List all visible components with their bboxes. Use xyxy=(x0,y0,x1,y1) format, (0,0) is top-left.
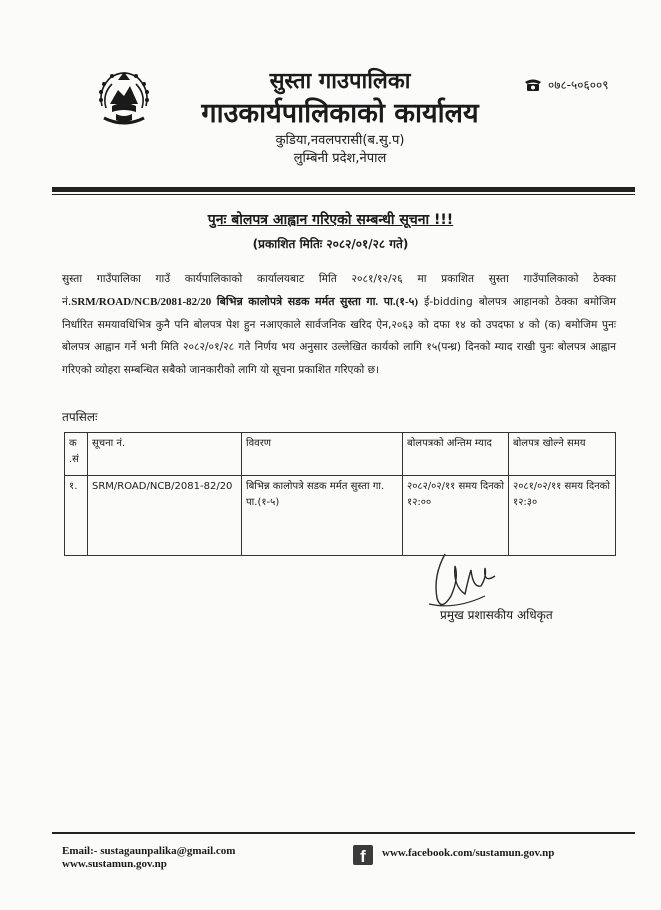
footer-facebook: www.facebook.com/sustamun.gov.np xyxy=(382,847,555,859)
notice-title xyxy=(0,210,661,229)
header-divider-thick xyxy=(52,187,635,192)
footer-email: Email:- sustagaunpalika@gmail.com xyxy=(62,845,236,857)
tender-work-name: बिभिन्न कालोपत्रे सडक मर्मत सुस्ता गा. पा.(१-५) xyxy=(211,295,418,308)
cell-opening-time: २०८१/०२/११ समय दिनको १२:३० xyxy=(509,476,616,556)
body-text-part2: ई-bidding बोलपत्र आहानको ठेक्का बमोजिम निर्धारित समयावधिभित्र कुनै पनि बोलपत्र पेश हुन नआएकाले सार्वजनिक खरिद ऐन,२०६३ को दफा १४ को उपदफा ४ को (क) बमोजिम पुनः बोलपत्र आह्वान गर्ने भनी मिति २०८२/०१/२८ गते निर्णय भय अनुसार उल्लेखित कार्यको लागि १५(पन्ध्र) दिनको म्याद राखी पुनः बोलपत्र आह्वान गरिएको व्योहरा सम्बन्धित सबैको जानकारीको लागि यो सूचना प्रकाशित गरिएको छ। xyxy=(62,295,616,377)
office-name: गाउकार्यपालिकाको कार्यालय xyxy=(201,98,479,129)
table-header-row xyxy=(65,433,616,476)
address-line-1: कुडिया,नवलपरासी(ब.सु.प) xyxy=(275,133,405,148)
footer-contact xyxy=(62,845,235,871)
header-deadline: बोलपत्रको अन्तिम म्याद xyxy=(403,433,509,476)
cell-description: बिभिन्न कालोपत्रे सडक मर्मत सुस्ता गा. पा.(१-५) xyxy=(242,476,403,556)
facebook-icon: f xyxy=(353,845,373,865)
header-opening-time: बोलपत्र खोल्ने समय xyxy=(509,433,616,476)
tender-reference: SRM/ROAD/NCB/2081-82/20 xyxy=(71,295,212,308)
address-line-2: लुम्बिनी प्रदेश,नेपाल xyxy=(293,151,387,166)
cell-serial: १. xyxy=(65,476,88,556)
published-date: (प्रकाशित मितिः २०८२/०१/२८ गते) xyxy=(252,237,409,251)
footer-divider xyxy=(52,832,635,834)
footer-website: www.sustamun.gov.np xyxy=(62,858,167,870)
table-row xyxy=(65,476,616,556)
details-table xyxy=(64,432,616,556)
notice-body xyxy=(62,268,616,382)
header-description: विवरण xyxy=(242,433,403,476)
header-notice-no: सूचना नं. xyxy=(88,433,242,476)
nepal-emblem-icon xyxy=(92,66,156,130)
notice-title-text: पुनः बोलपत्र आह्वान गरिएको सम्बन्धी सूचना !!! xyxy=(207,212,454,228)
cell-notice-no: SRM/ROAD/NCB/2081-82/20 xyxy=(88,476,242,556)
telephone-icon xyxy=(524,78,542,92)
header-serial: क .सं xyxy=(65,433,88,476)
details-label: तपसिलः xyxy=(62,410,98,424)
body-text-part1: सुस्ता गाउँपालिका गाउँ कार्यपालिकाको कार्यालयबाट मिति २०८१/१२/२६ मा प्रकाशित सुस्ता गाउँपालिकाको ठेक्का नं. xyxy=(62,273,616,308)
header-divider-thin xyxy=(52,194,635,195)
phone-contact xyxy=(524,76,609,93)
letterhead xyxy=(150,68,530,168)
municipality-name: सुस्ता गाउपालिका xyxy=(269,69,411,94)
signatory-title: प्रमुख प्रशासकीय अधिकृत xyxy=(440,608,553,622)
cell-deadline: २०८२/०२/११ समय दिनको १२:०० xyxy=(403,476,509,556)
phone-number: ०७८-५०६००९ xyxy=(548,78,609,92)
